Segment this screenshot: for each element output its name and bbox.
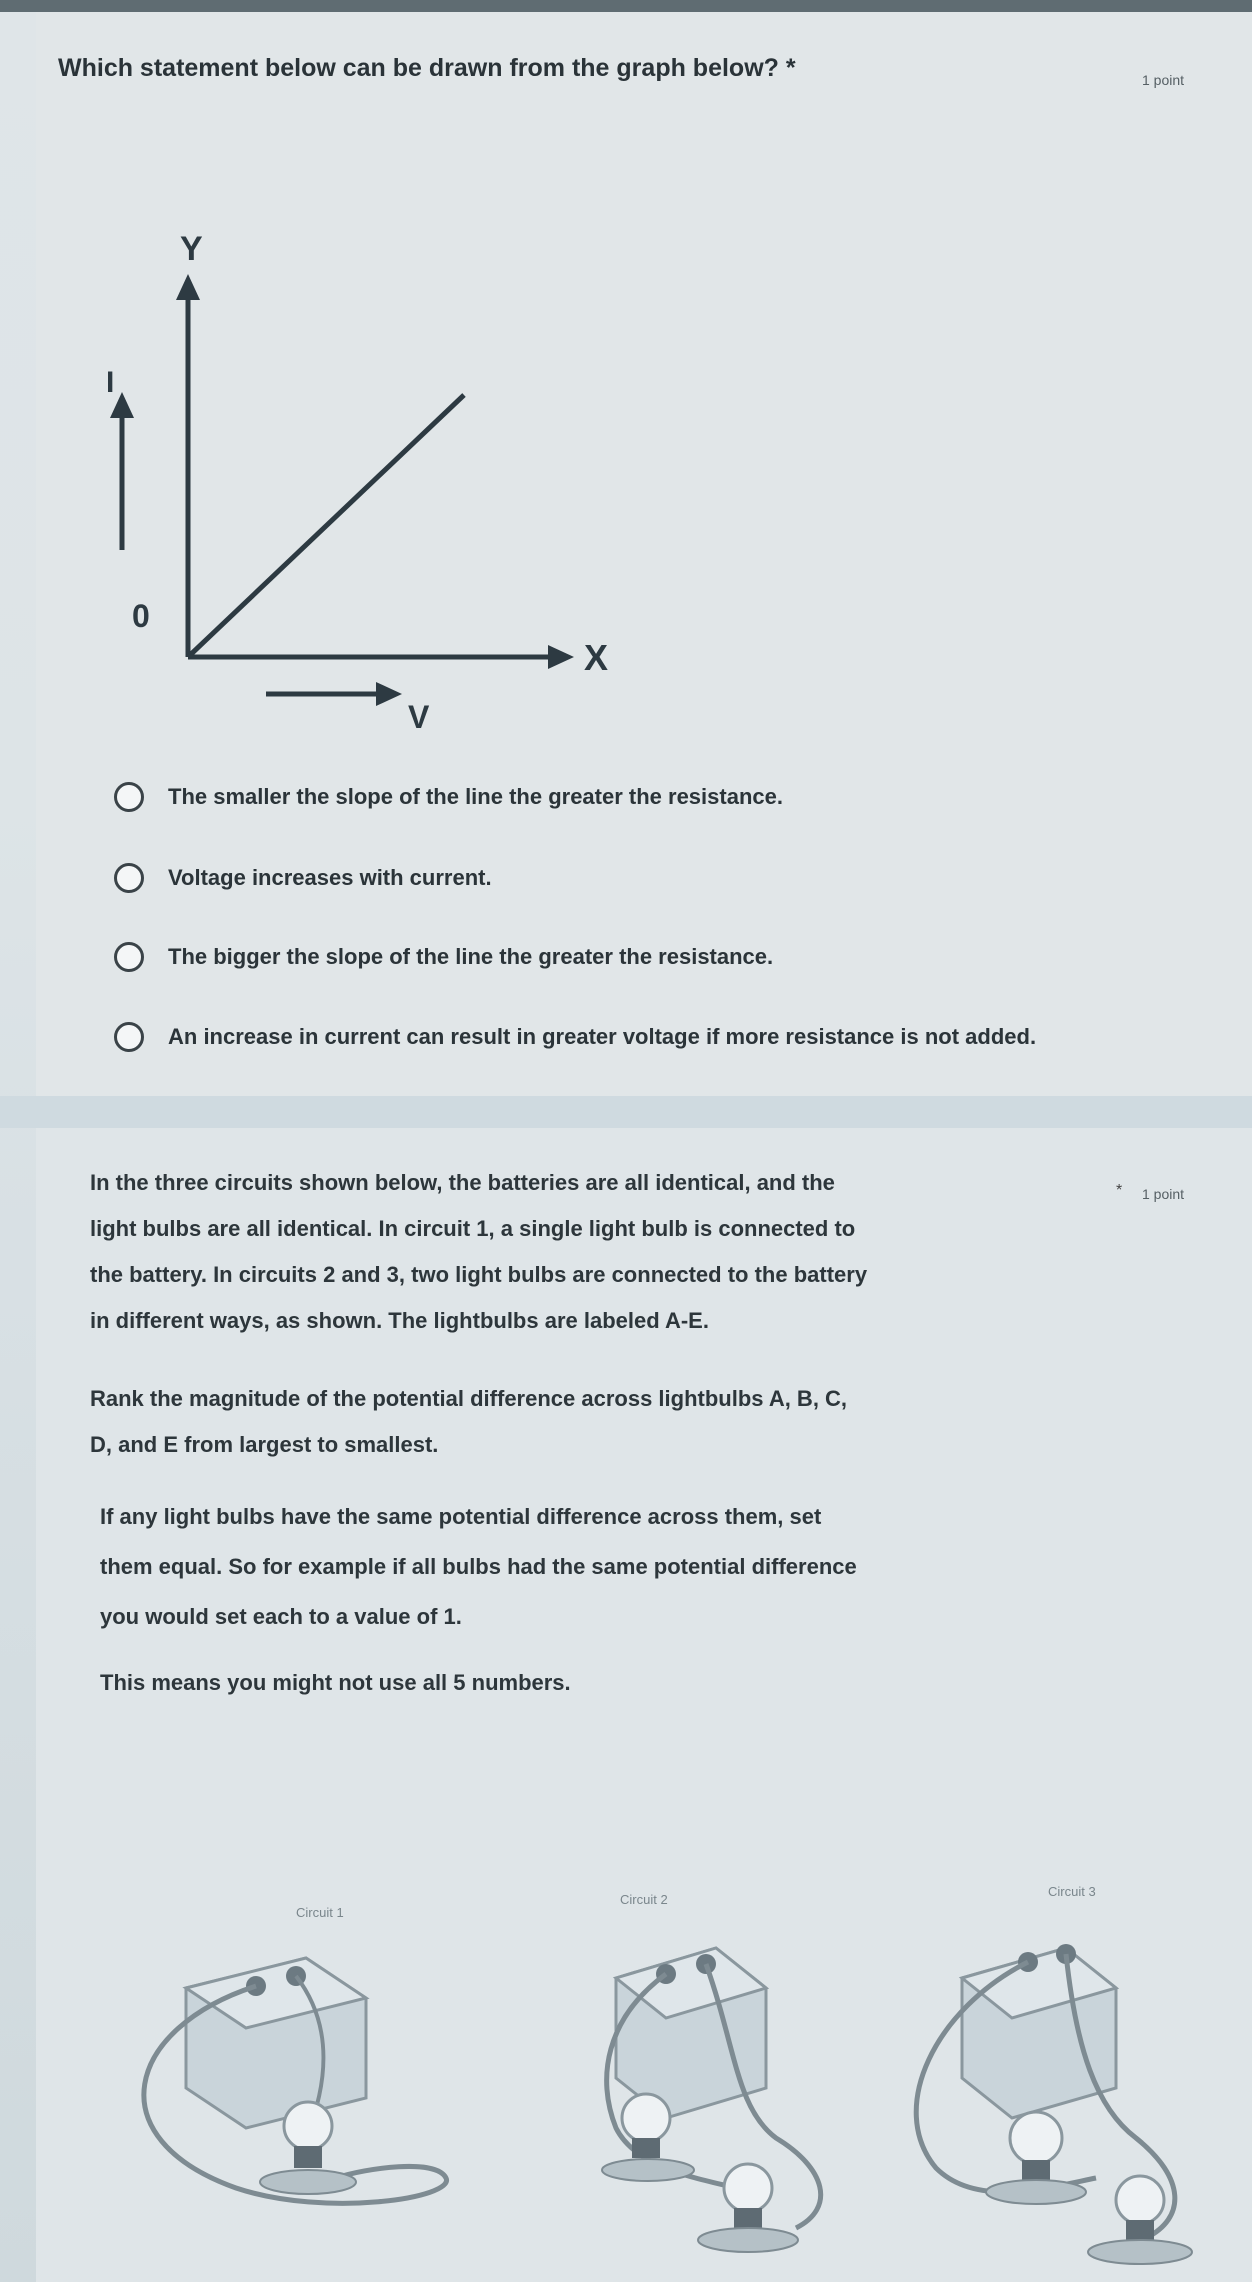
voltage-label: V	[408, 699, 430, 735]
question-2-points: 1 point	[1142, 1186, 1185, 1202]
top-border	[0, 0, 1252, 12]
ohms-law-graph	[106, 230, 696, 752]
option-4[interactable]	[114, 1015, 1036, 1059]
lightbulb-icon	[1116, 2176, 1164, 2224]
bulb-base	[734, 2208, 762, 2228]
graph-line	[188, 395, 464, 657]
intro-line: light bulbs are all identical. In circuit 1, a single light bulb is connected to	[90, 1216, 856, 1241]
option-4-label: An increase in current can result in greater voltage if more resistance is not added.	[168, 1024, 1037, 1049]
question-2-note	[100, 1660, 1130, 1706]
equal-line: If any light bulbs have the same potential difference across them, set	[100, 1504, 822, 1529]
option-2[interactable]	[114, 856, 492, 900]
lightbulb-icon	[1010, 2112, 1062, 2164]
x-axis-label: X	[584, 637, 609, 678]
option-1[interactable]	[114, 775, 783, 819]
question-2-equal-instruction	[100, 1492, 1130, 1642]
bulb-socket	[1088, 2240, 1192, 2264]
voltage-arrowhead	[376, 682, 402, 706]
bulb-base	[1022, 2160, 1050, 2182]
question-1-title: Which statement below can be drawn from the graph below? *	[58, 54, 796, 82]
intro-line: the battery. In circuits 2 and 3, two light bulbs are connected to the battery	[90, 1262, 868, 1287]
bulb-base	[632, 2138, 660, 2158]
bulb-base	[294, 2146, 322, 2168]
equal-line: you would set each to a value of 1.	[100, 1604, 462, 1629]
circuit-3	[916, 1944, 1192, 2264]
bulb-base	[1126, 2220, 1154, 2240]
question-card-2	[36, 1128, 1252, 2282]
bulb-socket	[260, 2170, 356, 2194]
radio-button[interactable]	[114, 863, 144, 893]
radio-button[interactable]	[114, 942, 144, 972]
question-2-intro	[90, 1160, 1123, 1344]
option-3[interactable]	[114, 935, 773, 979]
bulb-socket	[986, 2180, 1086, 2204]
rank-line: Rank the magnitude of the potential difference across lightbulbs A, B, C,	[90, 1386, 848, 1411]
circuits-illustration	[36, 1888, 1252, 2282]
y-axis-arrowhead	[176, 274, 200, 300]
option-2-label: Voltage increases with current.	[168, 865, 492, 890]
radio-button[interactable]	[114, 1022, 144, 1052]
question-card-1	[36, 12, 1252, 1096]
origin-label: 0	[132, 598, 150, 634]
circuit-1	[144, 1958, 447, 2203]
current-label: I	[106, 366, 115, 399]
circuit-2	[602, 1948, 821, 2252]
equal-line: them equal. So for example if all bulbs had the same potential difference	[100, 1554, 857, 1579]
option-1-label: The smaller the slope of the line the greater the resistance.	[168, 784, 783, 809]
circuit-2-label: Circuit 2	[620, 1892, 668, 1907]
x-axis-arrowhead	[548, 645, 574, 669]
intro-line: In the three circuits shown below, the batteries are all identical, and the	[90, 1170, 835, 1195]
question-1-points: 1 point	[1142, 72, 1185, 88]
option-3-label: The bigger the slope of the line the greater the resistance.	[168, 944, 774, 969]
required-star: *	[1116, 1182, 1123, 1199]
circuit-1-label: Circuit 1	[296, 1905, 344, 1920]
radio-button[interactable]	[114, 782, 144, 812]
note-line: This means you might not use all 5 numbers.	[100, 1670, 571, 1695]
lightbulb-icon	[284, 2102, 332, 2150]
lightbulb-icon	[724, 2164, 772, 2212]
intro-line: in different ways, as shown. The lightbulbs are labeled A-E.	[90, 1308, 709, 1333]
bulb-socket	[602, 2159, 694, 2181]
question-2-rank-instruction	[90, 1376, 1120, 1468]
rank-line: D, and E from largest to smallest.	[90, 1432, 439, 1457]
circuit-3-label: Circuit 3	[1048, 1884, 1096, 1899]
bulb-socket	[698, 2228, 798, 2252]
card-separator	[0, 1096, 1252, 1128]
lightbulb-icon	[622, 2094, 670, 2142]
y-axis-label: Y	[180, 230, 203, 268]
